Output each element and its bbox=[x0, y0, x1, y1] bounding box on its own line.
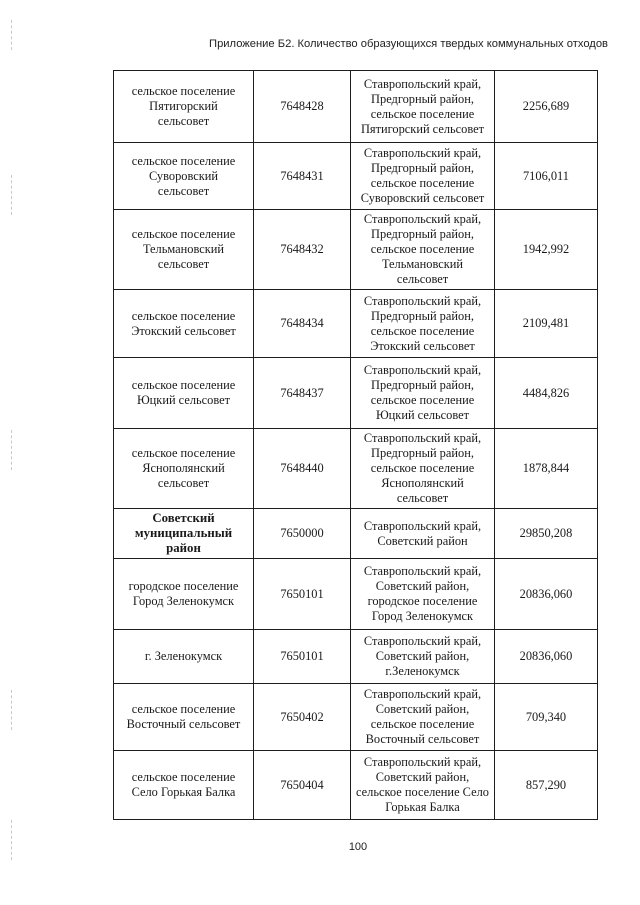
margin-mark bbox=[11, 175, 13, 215]
waste-amount-cell: 1942,992 bbox=[495, 210, 598, 290]
settlement-name-cell: сельское поселение Пятигорский сельсовет bbox=[114, 71, 254, 143]
oktmo-code-cell: 7648437 bbox=[254, 358, 351, 429]
oktmo-code-cell: 7648432 bbox=[254, 210, 351, 290]
waste-amount-cell: 4484,826 bbox=[495, 358, 598, 429]
waste-amount-cell: 20836,060 bbox=[495, 630, 598, 684]
oktmo-code-cell: 7650000 bbox=[254, 509, 351, 559]
oktmo-code-cell: 7650101 bbox=[254, 630, 351, 684]
address-cell: Ставропольский край, Советский район, г.Зеленокумск bbox=[351, 630, 495, 684]
margin-mark bbox=[11, 430, 13, 470]
table-row bbox=[114, 630, 598, 684]
waste-amount-cell: 1878,844 bbox=[495, 429, 598, 509]
address-cell: Ставропольский край, Советский район, городское поселение Город Зеленокумск bbox=[351, 559, 495, 630]
address-cell: Ставропольский край, Предгорный район, сельское поселение Этокский сельсовет bbox=[351, 290, 495, 358]
address-cell: Ставропольский край, Советский район bbox=[351, 509, 495, 559]
address-cell: Ставропольский край, Предгорный район, сельское поселение Яснополянский сельсовет bbox=[351, 429, 495, 509]
table-row bbox=[114, 358, 598, 429]
settlement-name-cell: сельское поселение Восточный сельсовет bbox=[114, 684, 254, 751]
settlement-name-cell: сельское поселение Яснополянский сельсовет bbox=[114, 429, 254, 509]
address-cell: Ставропольский край, Предгорный район, сельское поселение Суворовский сельсовет bbox=[351, 143, 495, 210]
address-cell: Ставропольский край, Предгорный район, сельское поселение Юцкий сельсовет bbox=[351, 358, 495, 429]
address-cell: Ставропольский край, Предгорный район, сельское поселение Тельмановский сельсовет bbox=[351, 210, 495, 290]
oktmo-code-cell: 7648440 bbox=[254, 429, 351, 509]
address-cell: Ставропольский край, Предгорный район, сельское поселение Пятигорский сельсовет bbox=[351, 71, 495, 143]
table-row bbox=[114, 684, 598, 751]
address-cell: Ставропольский край, Советский район, сельское поселение Село Горькая Балка bbox=[351, 751, 495, 820]
table-row bbox=[114, 429, 598, 509]
waste-amount-cell: 20836,060 bbox=[495, 559, 598, 630]
page-number: 100 bbox=[348, 841, 368, 853]
settlement-name-cell: г. Зеленокумск bbox=[114, 630, 254, 684]
margin-mark bbox=[11, 820, 13, 860]
waste-amount-cell: 7106,011 bbox=[495, 143, 598, 210]
settlement-name-cell: сельское поселение Этокский сельсовет bbox=[114, 290, 254, 358]
table-row bbox=[114, 509, 598, 559]
settlement-name-cell: сельское поселение Юцкий сельсовет bbox=[114, 358, 254, 429]
waste-amount-cell: 2109,481 bbox=[495, 290, 598, 358]
table-row bbox=[114, 210, 598, 290]
oktmo-code-cell: 7648431 bbox=[254, 143, 351, 210]
table-row bbox=[114, 290, 598, 358]
table-body bbox=[114, 71, 598, 820]
waste-table bbox=[113, 70, 598, 820]
settlement-name-cell: Советский муниципальный район bbox=[114, 509, 254, 559]
oktmo-code-cell: 7650402 bbox=[254, 684, 351, 751]
table-row bbox=[114, 143, 598, 210]
settlement-name-cell: сельское поселение Суворовский сельсовет bbox=[114, 143, 254, 210]
margin-mark bbox=[11, 690, 13, 730]
settlement-name-cell: сельское поселение Тельмановский сельсовет bbox=[114, 210, 254, 290]
table-row bbox=[114, 71, 598, 143]
waste-amount-cell: 29850,208 bbox=[495, 509, 598, 559]
table-row bbox=[114, 751, 598, 820]
waste-amount-cell: 709,340 bbox=[495, 684, 598, 751]
oktmo-code-cell: 7650404 bbox=[254, 751, 351, 820]
margin-mark bbox=[11, 20, 13, 50]
table-row bbox=[114, 559, 598, 630]
address-cell: Ставропольский край, Советский район, сельское поселение Восточный сельсовет bbox=[351, 684, 495, 751]
oktmo-code-cell: 7648434 bbox=[254, 290, 351, 358]
waste-amount-cell: 857,290 bbox=[495, 751, 598, 820]
oktmo-code-cell: 7650101 bbox=[254, 559, 351, 630]
settlement-name-cell: городское поселение Город Зеленокумск bbox=[114, 559, 254, 630]
oktmo-code-cell: 7648428 bbox=[254, 71, 351, 143]
settlement-name-cell: сельское поселение Село Горькая Балка bbox=[114, 751, 254, 820]
page-header: Приложение Б2. Количество образующихся твердых коммунальных отходов bbox=[209, 38, 608, 50]
waste-amount-cell: 2256,689 bbox=[495, 71, 598, 143]
